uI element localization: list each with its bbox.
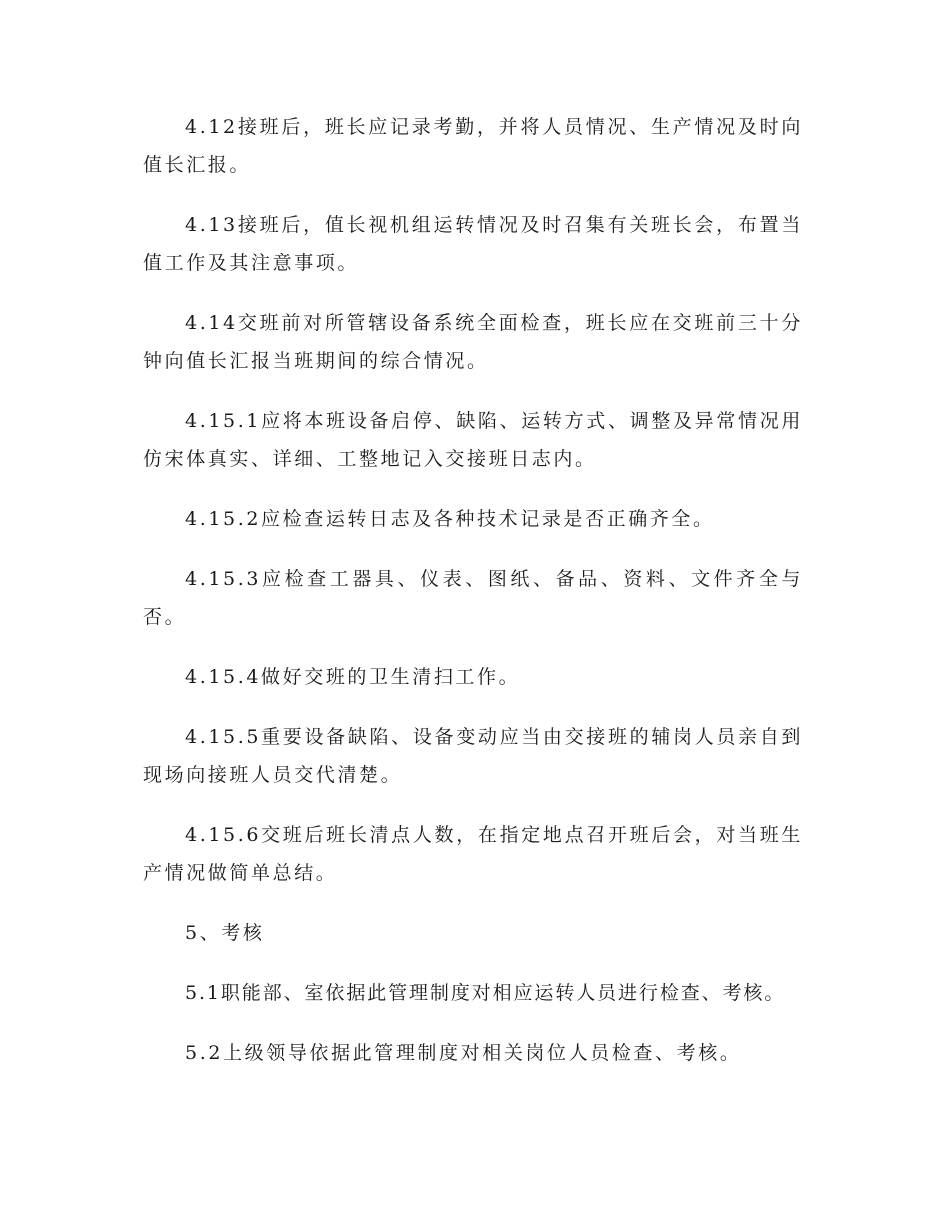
paragraph-5-1: 5.1职能部、室依据此管理制度对相应运转人员进行检查、考核。 [185, 982, 786, 1004]
paragraph-4-15-2: 4.15.2应检查运转日志及各种技术记录是否正确齐全。 [185, 508, 715, 530]
paragraph-5-2: 5.2上级领导依据此管理制度对相关岗位人员检查、考核。 [185, 1042, 742, 1064]
paragraph-4-12: 4.12接班后，班长应记录考勤，并将人员情况、生产情况及时向值长汇报。 [143, 116, 803, 176]
paragraph-4-15-1: 4.15.1应将本班设备启停、缺陷、运转方式、调整及异常情况用仿宋体真实、详细、工整地记入交接班日志内。 [143, 410, 803, 470]
paragraph-4-15-3: 4.15.3应检查工器具、仪表、图纸、备品、资料、文件齐全与否。 [143, 568, 803, 628]
paragraph-4-13: 4.13接班后，值长视机组运转情况及时召集有关班长会，布置当值工作及其注意事项。 [143, 214, 803, 274]
paragraph-4-14: 4.14交班前对所管辖设备系统全面检查，班长应在交班前三十分钟向值长汇报当班期间的综合情况。 [143, 312, 803, 372]
section-heading-5: 5、考核 [185, 922, 265, 944]
paragraph-4-15-6: 4.15.6交班后班长清点人数，在指定地点召开班后会，对当班生产情况做简单总结。 [143, 824, 803, 884]
paragraph-4-15-5: 4.15.5重要设备缺陷、设备变动应当由交接班的辅岗人员亲自到现场向接班人员交代清楚。 [143, 726, 803, 786]
paragraph-4-15-4: 4.15.4做好交班的卫生清扫工作。 [185, 666, 521, 688]
document-page [143, 108, 803, 1094]
